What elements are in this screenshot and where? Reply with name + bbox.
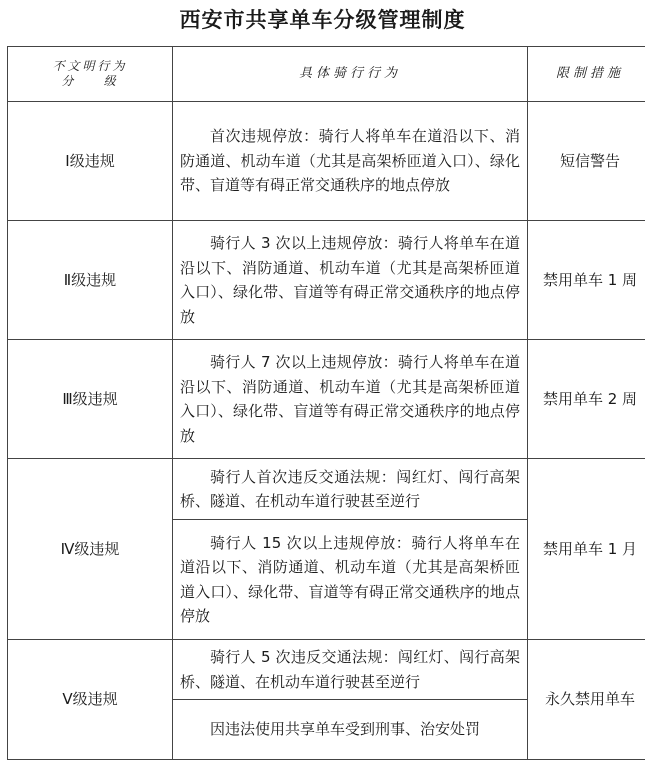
level-cell: Ⅱ级违规	[8, 221, 173, 340]
header-behavior	[173, 47, 528, 102]
table-row	[8, 340, 645, 459]
behavior-cell	[173, 459, 528, 520]
behavior-cell	[173, 102, 528, 221]
header-behavior-text: 具体骑行行为	[298, 65, 401, 81]
level-cell: Ⅳ级违规	[8, 459, 173, 640]
header-level	[8, 47, 173, 102]
level-cell: Ⅰ级违规	[8, 102, 173, 221]
measure-cell: 永久禁用单车	[528, 640, 645, 760]
header-row	[8, 47, 645, 102]
behavior-text: 首次违规停放：骑行人将单车在道沿以下、消防通道、机动车道（尤其是高架桥匝道入口）、绿化带、盲道等有碍正常交通秩序的地点停放	[180, 127, 520, 195]
behavior-cell	[173, 700, 528, 760]
header-measure	[528, 47, 645, 102]
table-row	[8, 102, 645, 221]
behavior-text: 骑行人 7 次以上违规停放：骑行人将单车在道沿以下、消防通道、机动车道（尤其是高架桥匝道入口）、绿化带、盲道等有碍正常交通秩序的地点停放	[180, 353, 520, 445]
measure-cell: 禁用单车 1 月	[528, 459, 645, 640]
header-level-line1: 不文明行为	[52, 59, 128, 73]
table-row	[8, 221, 645, 340]
regulation-table	[7, 46, 645, 760]
level-cell: Ⅲ级违规	[8, 340, 173, 459]
behavior-text: 骑行人首次违反交通法规：闯红灯、闯行高架桥、隧道、在机动车道行驶甚至逆行	[180, 467, 520, 510]
page-title: 西安市共享单车分级管理制度	[179, 8, 466, 32]
behavior-cell	[173, 640, 528, 700]
header-level-line2: 分 级	[61, 74, 119, 88]
level-cell: Ⅴ级违规	[8, 640, 173, 760]
table-row	[8, 459, 645, 520]
measure-cell: 禁用单车 2 周	[528, 340, 645, 459]
behavior-cell	[173, 520, 528, 640]
measure-cell: 禁用单车 1 周	[528, 221, 645, 340]
behavior-text: 骑行人 15 次以上违规停放：骑行人将单车在道沿以下、消防通道、机动车道（尤其是高架桥匝道入口）、绿化带、盲道等有碍正常交通秩序的地点停放	[180, 533, 520, 625]
table-row	[8, 640, 645, 700]
header-measure-text: 限制措施	[555, 65, 624, 81]
behavior-text: 骑行人 3 次以上违规停放：骑行人将单车在道沿以下、消防通道、机动车道（尤其是高架桥匝道入口）、绿化带、盲道等有碍正常交通秩序的地点停放	[180, 234, 520, 326]
measure-cell: 短信警告	[528, 102, 645, 221]
behavior-text: 骑行人 5 次违反交通法规：闯红灯、闯行高架桥、隧道、在机动车道行驶甚至逆行	[180, 648, 520, 691]
behavior-text: 因违法使用共享单车受到刑事、治安处罚	[210, 720, 481, 739]
behavior-cell	[173, 221, 528, 340]
behavior-cell	[173, 340, 528, 459]
